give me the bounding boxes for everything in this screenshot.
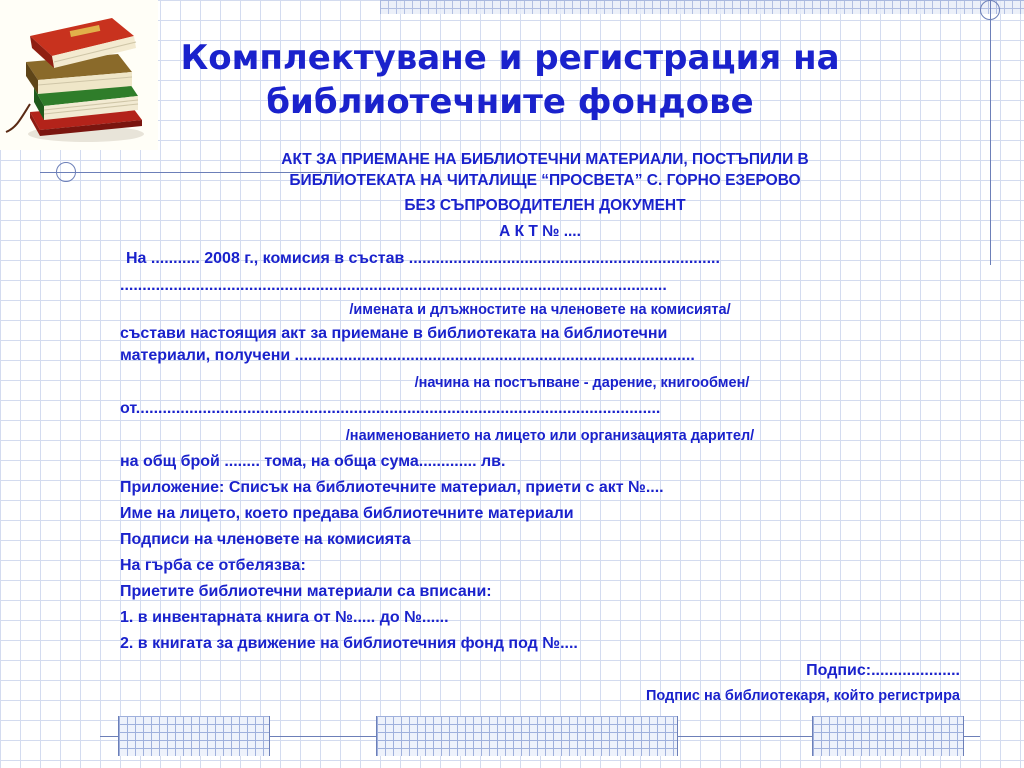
body-line-1: състави настоящия акт за приемане в библиотеката на библиотечни xyxy=(120,325,668,342)
registration-item-2: 2. в книгата за движение на библиотечния фонд под №.... xyxy=(120,635,578,652)
act-heading-line-1: АКТ ЗА ПРИЕМАНЕ НА БИБЛИОТЕЧНИ МАТЕРИАЛИ, ПОСТЪПИЛИ В xyxy=(281,151,809,168)
registered-line: Приетите библиотечни материали са вписани: xyxy=(120,583,492,600)
page-title xyxy=(160,36,860,124)
receipt-method-note: /начина на постъпване - дарение, книгообмен/ xyxy=(414,375,750,391)
librarian-signature-line: Подпис на библиотекаря, който регистрира xyxy=(645,688,960,704)
bottom-decorative-box-2 xyxy=(376,716,678,756)
person-line: Име на лицето, което предава библиотечните материали xyxy=(120,505,574,522)
act-heading-line-2: БИБЛИОТЕКАТА НА ЧИТАЛИЩЕ “ПРОСВЕТА” С. ГОРНО ЕЗЕРОВО xyxy=(289,172,801,189)
stack-of-books-icon xyxy=(0,0,158,150)
right-accent-ring xyxy=(980,0,1000,20)
count-line: на общ брой ........ тома, на обща сума............. лв. xyxy=(120,453,506,470)
title-line-2: библиотечните фондове xyxy=(266,82,754,122)
back-note-line: На гърба се отбелязва: xyxy=(120,557,306,574)
bottom-decorative-box-1 xyxy=(118,716,270,756)
attachment-line: Приложение: Списък на библиотечните материал, приети с акт №.... xyxy=(120,479,664,496)
registration-item-1: 1. в инвентарната книга от №..... до №...... xyxy=(120,609,449,626)
title-line-1: Комплектуване и регистрация на xyxy=(180,38,840,78)
act-subheading: БЕЗ СЪПРОВОДИТЕЛЕН ДОКУМЕНТ xyxy=(404,197,686,214)
top-decorative-band xyxy=(380,0,1024,14)
body-line-2: материали, получени .......................................................................................... xyxy=(120,347,695,364)
signatures-line: Подписи на членовете на комисията xyxy=(120,531,411,548)
bottom-decorative-box-3 xyxy=(812,716,964,756)
commission-note: /имената и длъжностите на членовете на комисията/ xyxy=(349,302,731,318)
from-line: от...................................................................................................................... xyxy=(120,400,661,417)
act-number: А К Т № .... xyxy=(499,223,581,240)
commission-line: На ........... 2008 г., комисия в състав ...................................................................... xyxy=(126,250,720,267)
commission-dotted-line: ........................................................................................................................... xyxy=(120,277,667,294)
signature-line: Подпис:.................... xyxy=(806,662,960,679)
donor-note: /наименованието на лицето или организацията дарител/ xyxy=(345,428,755,444)
